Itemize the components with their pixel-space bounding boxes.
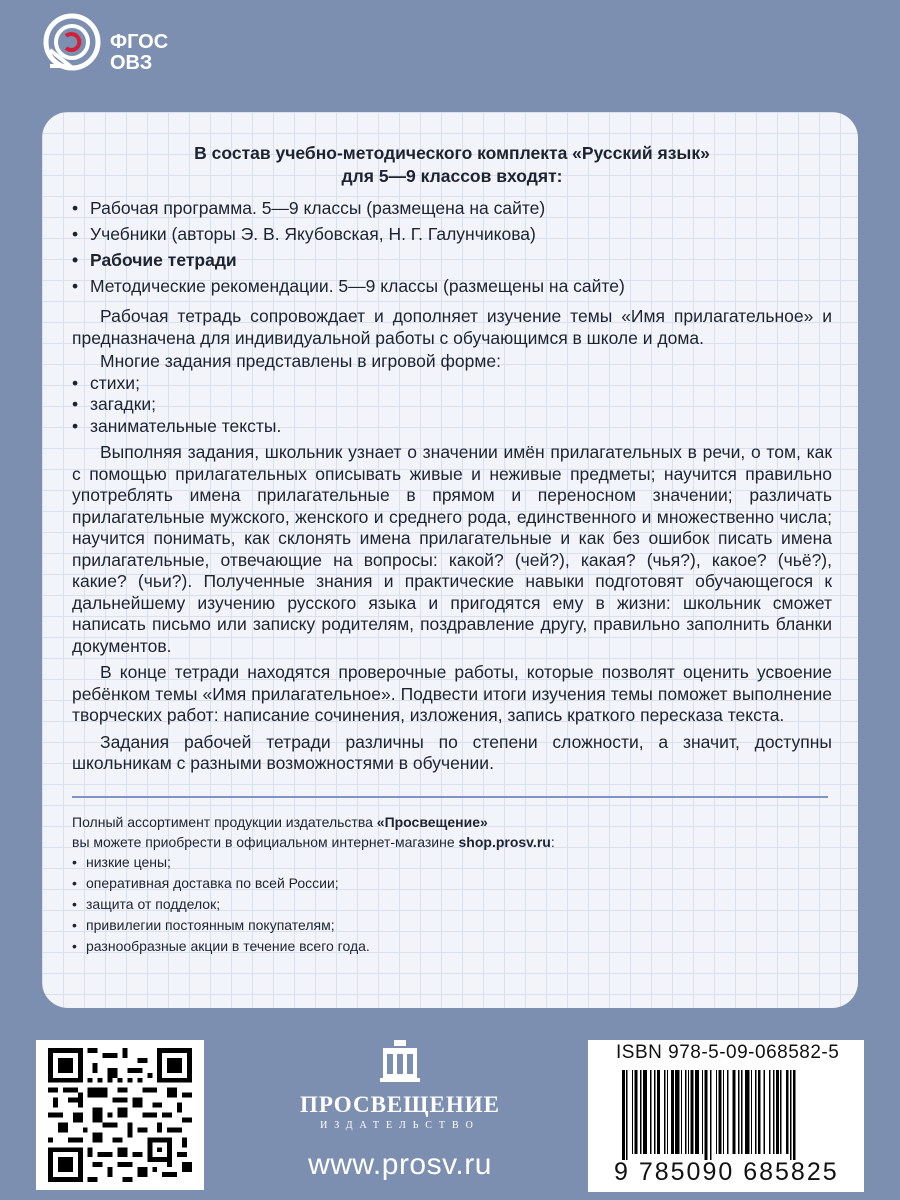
barcode-bar [716, 1070, 717, 1154]
barcode-bar [671, 1070, 674, 1154]
forms-item: • занимательные тексты. [72, 416, 832, 438]
description-paragraph: Задания рабочей тетради различны по степени сложности, а значит, доступны школьникам с разными возможностями в обучении. [72, 731, 832, 773]
barcode-bar [705, 1070, 708, 1160]
description-paragraph: Выполняя задания, школьник узнает о значении имён прилагательных в речи, о том, как с помощью прилагательных описывать живые и неживые предметы; научится правильно употреблять имена прилагательные в прямом и переносном значении; различать прилагательные мужского, женского и среднего рода, единственного и множественно числа; научится понимать, как склонять имена прилагательные и как без ошибок писать имена прилагательные, отвечающие на вопросы: какой? (чей?), какая? (чья?), какое? (чьё?), какие? (чьи?). Полученные знания и практические навыки подготовят обучающегося к дальнейшему изучению русского языка и пригодятся ему в жизни: школьник сможет написать письмо или записку родителям, поздравление другу, правильно заполнить бланки документов. [72, 442, 832, 656]
barcode-bar [626, 1070, 627, 1160]
barcode-bar [769, 1070, 770, 1154]
shop-benefit: • разнообразные акции в течение всего года. [72, 936, 832, 957]
publisher-url[interactable]: www.prosv.ru [308, 1148, 492, 1181]
shop-benefit: • оперативная доставка по всей России; [72, 873, 832, 894]
fgos-emblem-icon [40, 10, 108, 78]
shop-line-2-colon: : [550, 834, 555, 850]
description-paragraph: Многие задания представлены в игровой форме: [100, 351, 501, 371]
shop-line-2-text: вы можете приобрести в официальном интернет-магазине [72, 834, 459, 850]
barcode-bar [723, 1070, 724, 1154]
barcode-bar [738, 1070, 739, 1154]
barcode-bar [691, 1070, 694, 1154]
shop-benefit: • защита от подделок; [72, 894, 832, 915]
divider [72, 796, 828, 798]
barcode-bar [780, 1070, 781, 1154]
shop-line-2 [72, 832, 832, 852]
shop-benefit: • привилегии постоянным покупателям; [72, 915, 832, 936]
kit-heading-line-1: В состав учебно-методического комплекта «Русский язык» [194, 143, 710, 163]
barcode-bar [664, 1070, 665, 1154]
barcode-bar [733, 1070, 736, 1154]
isbn-barcode [588, 1040, 864, 1192]
shop-info [72, 812, 832, 957]
shop-line-1 [72, 812, 832, 832]
publisher-name: ПРОСВЕЩЕНИЕ [300, 1092, 500, 1117]
barcode-bar [632, 1070, 633, 1154]
isbn-digits: 9 785090 685825 [614, 1158, 839, 1186]
barcode-icon [622, 1070, 838, 1160]
forms-item: • стихи; [72, 373, 832, 395]
logo-line-2: ОВЗ [110, 52, 153, 74]
barcode-bar [755, 1070, 756, 1154]
barcode-bar [685, 1070, 686, 1154]
barcode-bar [751, 1070, 752, 1154]
description-paragraph: Рабочая тетрадь сопровождает и дополняет изучение темы «Имя прилагательное» и предназначена для индивидуальной работы с обучающимся в школе и дома. [72, 306, 832, 348]
barcode-bar [790, 1070, 791, 1160]
qr-code-icon [48, 1048, 192, 1182]
shop-line-1-text: Полный ассортимент продукции издательства [72, 814, 377, 830]
kit-item: • Рабочие тетради [72, 248, 832, 272]
barcode-bar [786, 1070, 789, 1154]
kit-item: • Учебники (авторы Э. В. Якубовская, Н. Г. Галунчикова) [72, 222, 832, 246]
barcode-bar [688, 1070, 689, 1154]
panel-text [72, 142, 832, 775]
shop-benefit: • низкие цены; [72, 852, 832, 873]
shop-benefits-list [72, 852, 832, 957]
barcode-bar [758, 1070, 761, 1154]
barcode-bar [793, 1070, 796, 1160]
barcode-bar [640, 1070, 641, 1154]
forms-list [72, 373, 832, 438]
barcode-bar [657, 1070, 660, 1154]
barcode-bar [667, 1070, 668, 1154]
barcode-bar [727, 1070, 728, 1154]
barcode-bar [675, 1070, 679, 1154]
kit-item: • Методические рекомендации. 5—9 классы (размещены на сайте) [72, 274, 832, 298]
barcode-bar [776, 1070, 779, 1154]
content-panel [42, 112, 858, 1008]
barcode-bar [643, 1070, 647, 1154]
forms-item: • загадки; [72, 394, 832, 416]
barcode-bar [695, 1070, 699, 1154]
barcode-bar [763, 1070, 764, 1154]
publisher-subtitle: ИЗДАТЕЛЬСТВО [320, 1120, 480, 1131]
kit-list [72, 196, 832, 298]
barcode-bar [702, 1070, 703, 1154]
qr-code[interactable] [36, 1040, 204, 1190]
publisher-block [270, 1040, 530, 1190]
barcode-bar [650, 1070, 651, 1154]
description-paragraph: В конце тетради находятся проверочные работы, которые позволят оценить усвоение ребёнком темы «Имя прилагательное». Подвести итоги изучения темы поможет выполнение творческих работ: написание сочинения, изложения, запись краткого пересказа текста. [72, 662, 832, 725]
barcode-bar [654, 1070, 655, 1154]
kit-heading [72, 142, 832, 188]
shop-url[interactable]: shop.prosv.ru [458, 834, 551, 850]
barcode-bar [741, 1070, 742, 1154]
fgos-ovz-logo [40, 10, 190, 80]
kit-item: • Рабочая программа. 5—9 классы (размещена на сайте) [72, 196, 832, 220]
barcode-bar [710, 1070, 711, 1160]
barcode-bar [622, 1070, 625, 1160]
prosveshchenie-logo-icon [380, 1040, 420, 1084]
barcode-bar [681, 1070, 682, 1154]
barcode-bar [635, 1070, 638, 1154]
logo-line-1: ФГОС [110, 31, 169, 53]
barcode-bar [745, 1070, 749, 1154]
publisher-name-bold: «Просвещение» [376, 814, 488, 830]
barcode-bar [773, 1070, 774, 1154]
kit-heading-line-2: для 5—9 классов входят: [341, 166, 563, 186]
barcode-bar [719, 1070, 722, 1154]
isbn-label: ISBN 978-5-09-068582-5 [616, 1042, 840, 1063]
